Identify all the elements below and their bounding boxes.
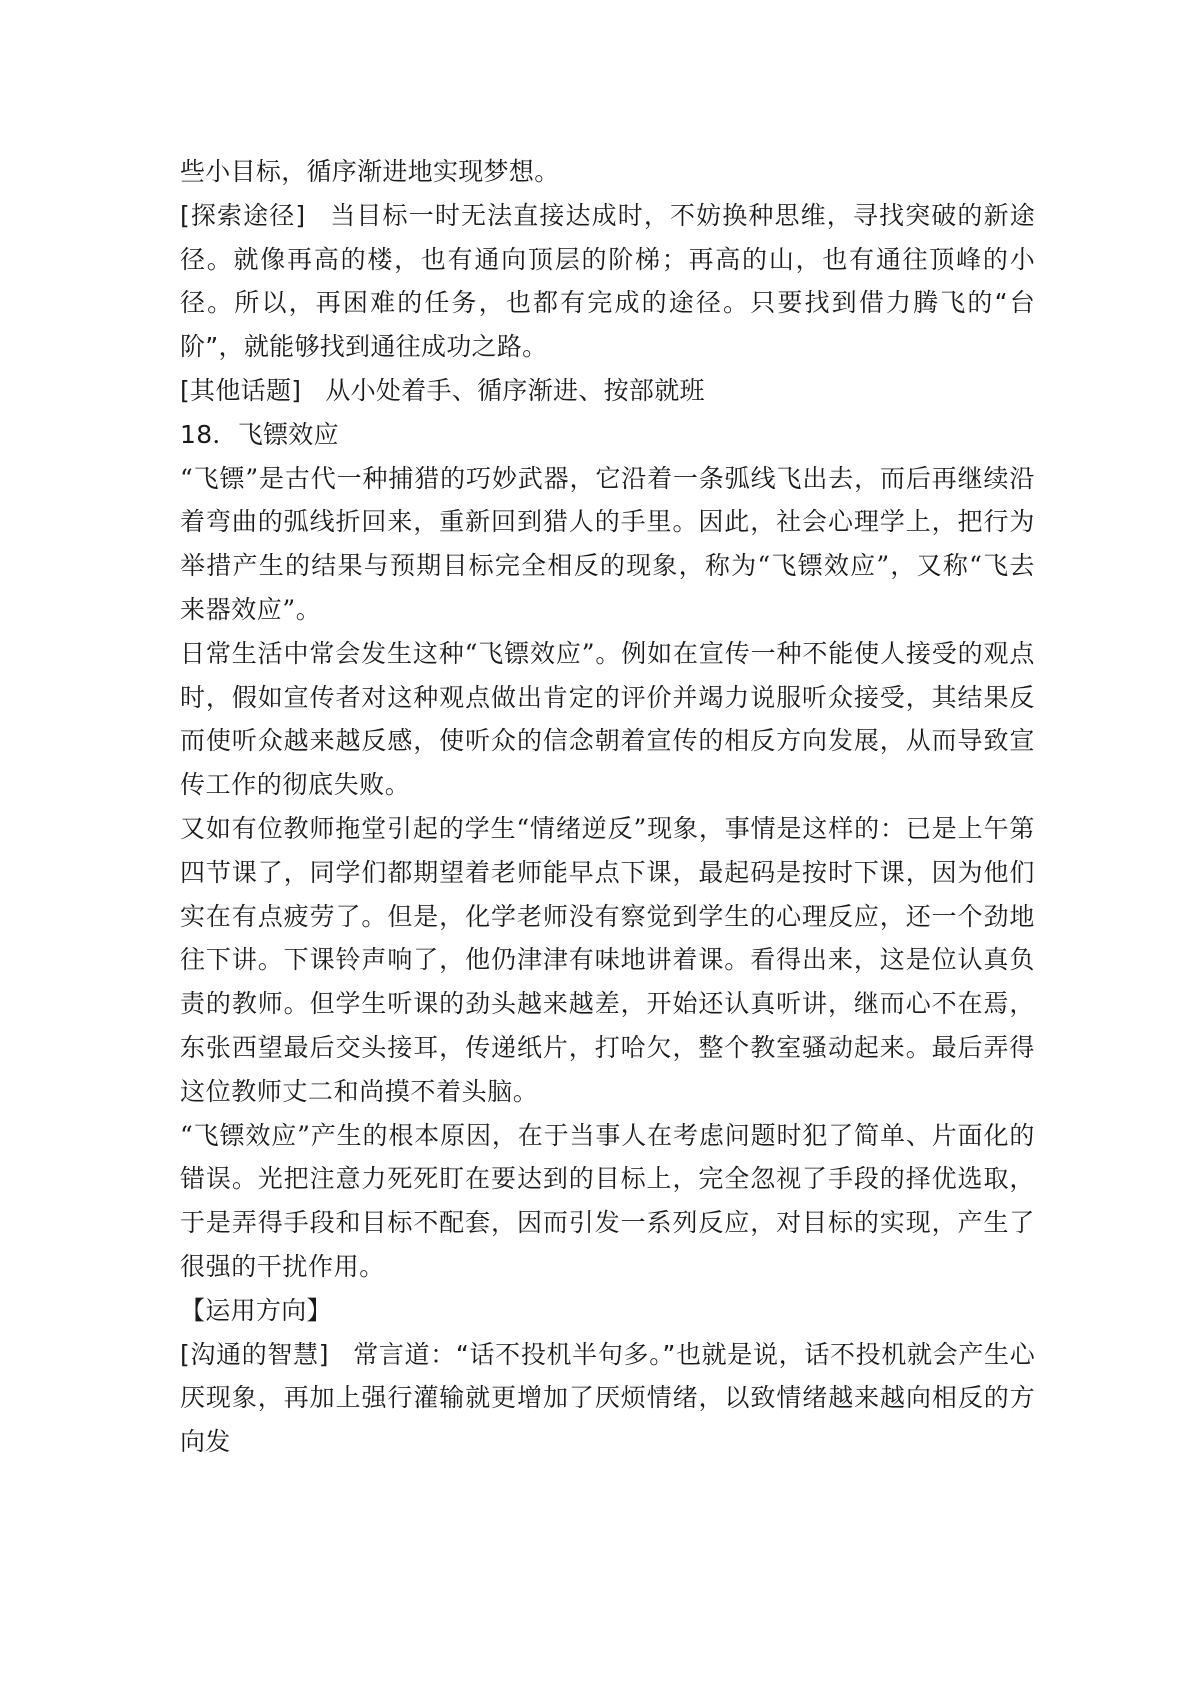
paragraph-text: 些小目标，循序渐进地实现梦想。	[180, 157, 560, 186]
usage-direction-text: 【运用方向】	[180, 1295, 332, 1325]
topic-tag-other-topics: [其他话题]	[180, 375, 302, 405]
topic-tag-communication-wisdom: [沟通的智慧]	[180, 1339, 329, 1369]
paragraph-text: 常言道：“话不投机半句多。”也就是说，话不投机就会产生心厌现象，再加上强行灌输就更增加了厌烦情绪，以致情绪越来越向相反的方向发	[180, 1339, 1035, 1457]
paragraph-daily-life-example	[180, 632, 1035, 807]
paragraph-teacher-example	[180, 807, 1035, 1114]
paragraph-text: 又如有位教师拖堂引起的学生“情绪逆反”现象，事情是这样的：已是上午第四节课了，同学们都期望着老师能早点下课，最起码是按时下课，因为他们实在有点疲劳了。但是，化学老师没有察觉到学生的心理反应，还一个劲地往下讲。下课铃声响了，他仍津津有味地讲着课。看得出来，这是位认真负责的教师。但学生听课的劲头越来越差，开始还认真听讲，继而心不在焉，东张西望最后交头接耳，传递纸片，打哈欠，整个教室骚动起来。最后弄得这位教师丈二和尚摸不着头脑。	[180, 813, 1035, 1106]
paragraph-other-topics	[180, 369, 1035, 413]
section-title	[180, 413, 1035, 457]
paragraph-text: “飞镖效应”产生的根本原因，在于当事人在考虑问题时犯了简单、片面化的错误。光把注意力死死盯在要达到的目标上，完全忽视了手段的择优选取，于是弄得手段和目标不配套，因而引发一系列反应，对目标的实现，产生了很强的干扰作用。	[180, 1120, 1035, 1281]
usage-direction-heading	[180, 1289, 1035, 1333]
topic-tag-explore-path: [探索途径]	[180, 200, 306, 230]
paragraph-text: 当目标一时无法直接达成时，不妨换种思维，寻找突破的新途径。就像再高的楼，也有通向顶层的阶梯；再高的山，也有通往顶峰的小径。所以，再困难的任务，也都有完成的途径。只要找到借力腾飞的“台阶”，就能够找到通往成功之路。	[180, 200, 1035, 362]
paragraph-text: “飞镖”是古代一种捕猎的巧妙武器，它沿着一条弧线飞出去，而后再继续沿着弯曲的弧线折回来，重新回到猎人的手里。因此，社会心理学上，把行为举措产生的结果与预期目标完全相反的现象，称为“飞镖效应”，又称“飞去来器效应”。	[180, 463, 1035, 624]
paragraph-text: 从小处着手、循序渐进、按部就班	[325, 375, 705, 405]
paragraph-communication-wisdom	[180, 1333, 1035, 1464]
paragraph-text: 日常生活中常会发生这种“飞镖效应”。例如在宣传一种不能使人接受的观点时，假如宣传者对这种观点做出肯定的评价并竭力说服听众接受，其结果反而使听众越来越反感，使听众的信念朝着宣传的相反方向发展，从而导致宣传工作的彻底失败。	[180, 638, 1035, 800]
paragraph-continuation	[180, 150, 1035, 194]
section-title-text: 18．飞镖效应	[180, 419, 339, 449]
document-body	[180, 150, 1035, 1464]
paragraph-explore-path	[180, 194, 1035, 369]
paragraph-boomerang-definition	[180, 457, 1035, 632]
paragraph-root-cause	[180, 1114, 1035, 1289]
